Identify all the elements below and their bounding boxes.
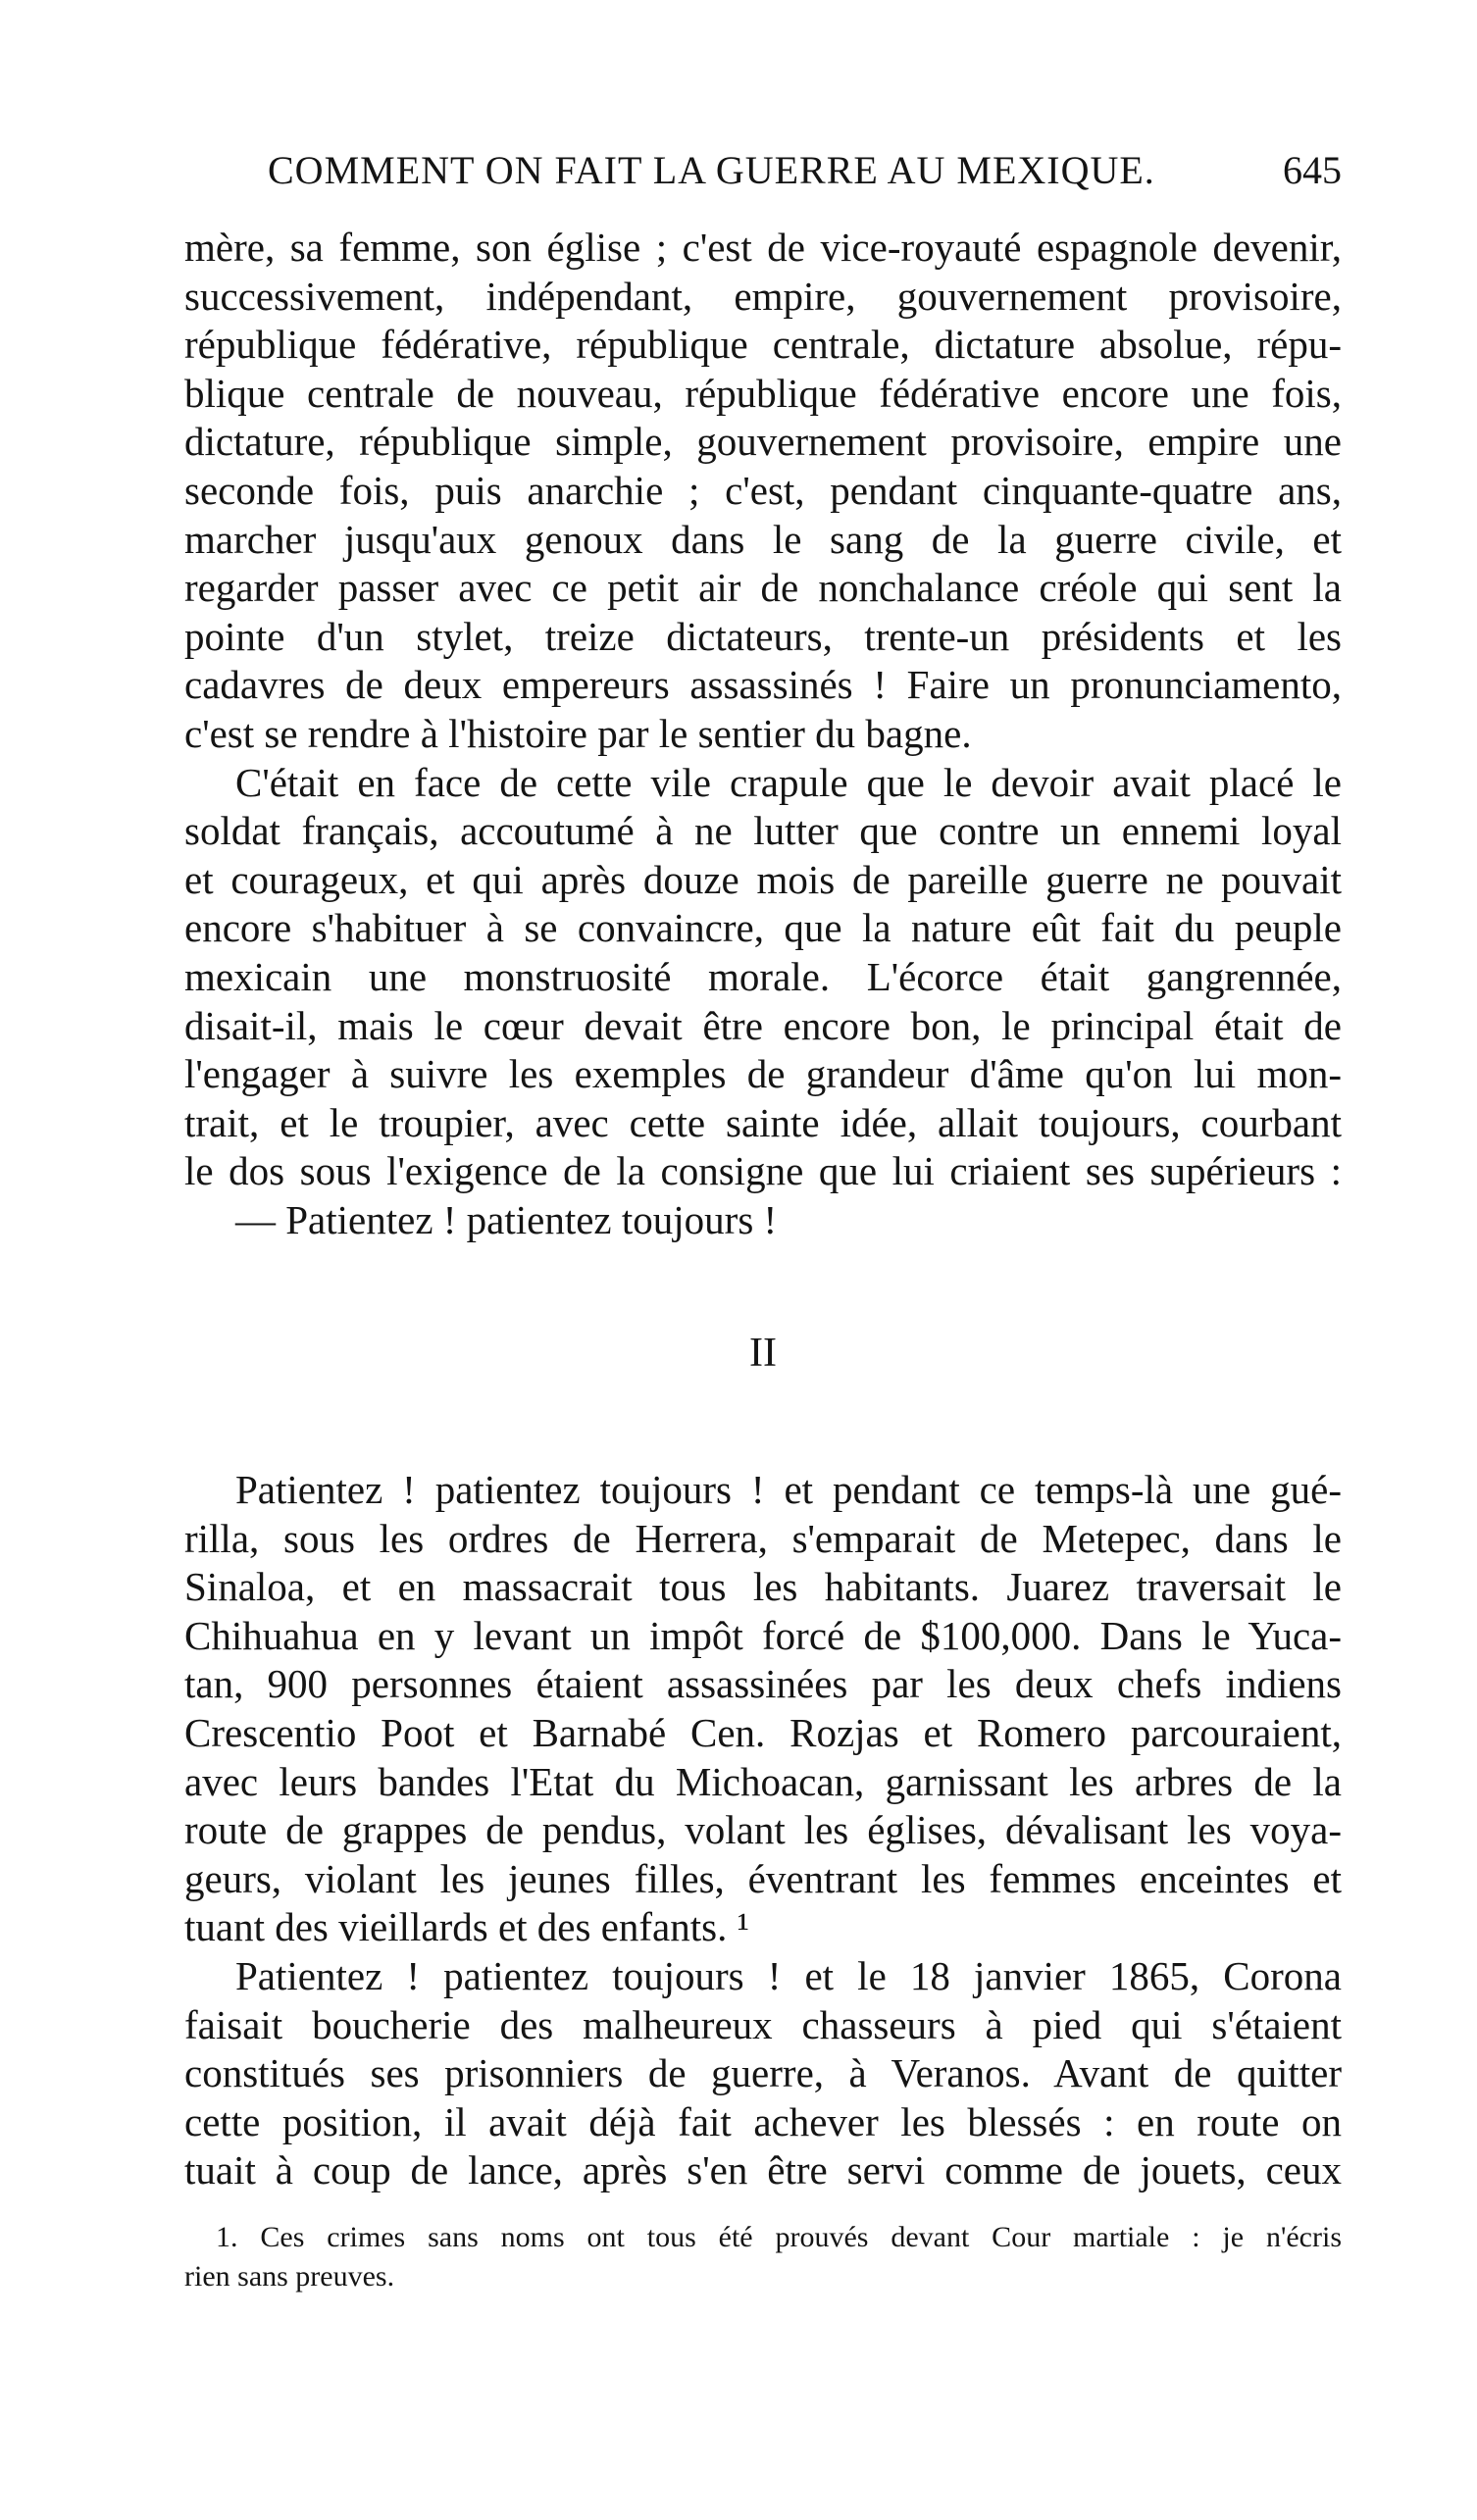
- text-line: route de grappes de pendus, volant les églises, dévalisant les voya-: [184, 1807, 1342, 1853]
- text-line: cette position, il avait déjà fait achever les blessés : en route on: [184, 2098, 1342, 2144]
- text-line: rilla, sous les ordres de Herrera, s'emparait de Metepec, dans le: [184, 1515, 1342, 1561]
- text-line: Patientez ! patientez toujours ! et pendant ce temps-là une gué-: [235, 1467, 1342, 1512]
- text-line: pointe d'un stylet, treize dictateurs, trente-un présidents et les: [184, 613, 1342, 659]
- text-line: mexicain une monstruosité morale. L'écorce était gangrennée,: [184, 953, 1342, 999]
- text-line: cadavres de deux empereurs assassinés ! Faire un pronunciamento,: [184, 662, 1342, 708]
- text-line: encore s'habituer à se convaincre, que la nature eût fait du peuple: [184, 905, 1342, 951]
- text-line: le dos sous l'exigence de la consigne que lui criaient ses supérieurs :: [184, 1148, 1342, 1194]
- text-line: marcher jusqu'aux genoux dans le sang de la guerre civile, et: [184, 516, 1342, 562]
- text-line: Crescentio Poot et Barnabé Cen. Rozjas et Romero parcouraient,: [184, 1709, 1342, 1755]
- footnote: [184, 2218, 1342, 2296]
- text-line: seconde fois, puis anarchie ; c'est, pendant cinquante-quatre ans,: [184, 467, 1342, 513]
- text-line: mère, sa femme, son église ; c'est de vice-royauté espagnole devenir,: [184, 225, 1342, 270]
- text-line: faisait boucherie des malheureux chasseurs à pied qui s'étaient: [184, 2001, 1342, 2047]
- running-title: COMMENT ON FAIT LA GUERRE AU MEXIQUE.: [268, 148, 1155, 192]
- footnote-line: rien sans preuves.: [184, 2260, 395, 2293]
- text-line: blique centrale de nouveau, république fédérative encore une fois,: [184, 370, 1342, 416]
- text-line: regarder passer avec ce petit air de nonchalance créole qui sent la: [184, 565, 1342, 611]
- text-line: Chihuahua en y levant un impôt forcé de $100,000. Dans le Yuca-: [184, 1612, 1342, 1658]
- text-block-part1: [184, 224, 1342, 1244]
- text-line: — Patientez ! patientez toujours !: [235, 1196, 778, 1242]
- section-heading: II: [749, 1331, 777, 1376]
- text-line: tuait à coup de lance, après s'en être servi comme de jouets, ceux: [184, 2147, 1342, 2193]
- text-line: tan, 900 personnes étaient assassinées par les deux chefs indiens: [184, 1661, 1342, 1707]
- text-line: avec leurs bandes l'Etat du Michoacan, garnissant les arbres de la: [184, 1758, 1342, 1804]
- text-line: geurs, violant les jeunes filles, éventrant les femmes enceintes et: [184, 1855, 1342, 1901]
- page-number: 645: [1283, 148, 1342, 192]
- text-line: c'est se rendre à l'histoire par le sentier du bagne.: [184, 710, 972, 756]
- text-line: trait, et le troupier, avec cette sainte idée, allait toujours, courbant: [184, 1099, 1342, 1145]
- running-head: [184, 147, 1342, 206]
- text-line: république fédérative, république centrale, dictature absolue, répu-: [184, 322, 1342, 368]
- text-line: soldat français, accoutumé à ne lutter que contre un ennemi loyal: [184, 808, 1342, 854]
- text-line: tuant des vieillards et des enfants. ¹: [184, 1904, 749, 1950]
- text-line: successivement, indépendant, empire, gouvernement provisoire,: [184, 273, 1342, 319]
- text-line: C'était en face de cette vile crapule que le devoir avait placé le: [235, 759, 1342, 805]
- text-line: Sinaloa, et en massacrait tous les habitants. Juarez traversait le: [184, 1564, 1342, 1610]
- text-line: l'engager à suivre les exemples de grandeur d'âme qu'on lui mon-: [184, 1051, 1342, 1097]
- text-line: et courageux, et qui après douze mois de pareille guerre ne pouvait: [184, 856, 1342, 902]
- footnote-line: 1. Ces crimes sans noms ont tous été prouvés devant Cour martiale : je n'écris: [216, 2221, 1342, 2253]
- text-line: dictature, république simple, gouvernement provisoire, empire une: [184, 419, 1342, 465]
- text-block-part2: [184, 1466, 1342, 2195]
- text-line: Patientez ! patientez toujours ! et le 18 janvier 1865, Corona: [235, 1952, 1342, 1998]
- text-line: disait-il, mais le cœur devait être encore bon, le principal était de: [184, 1002, 1342, 1048]
- text-line: constitués ses prisonniers de guerre, à Veranos. Avant de quitter: [184, 2050, 1342, 2096]
